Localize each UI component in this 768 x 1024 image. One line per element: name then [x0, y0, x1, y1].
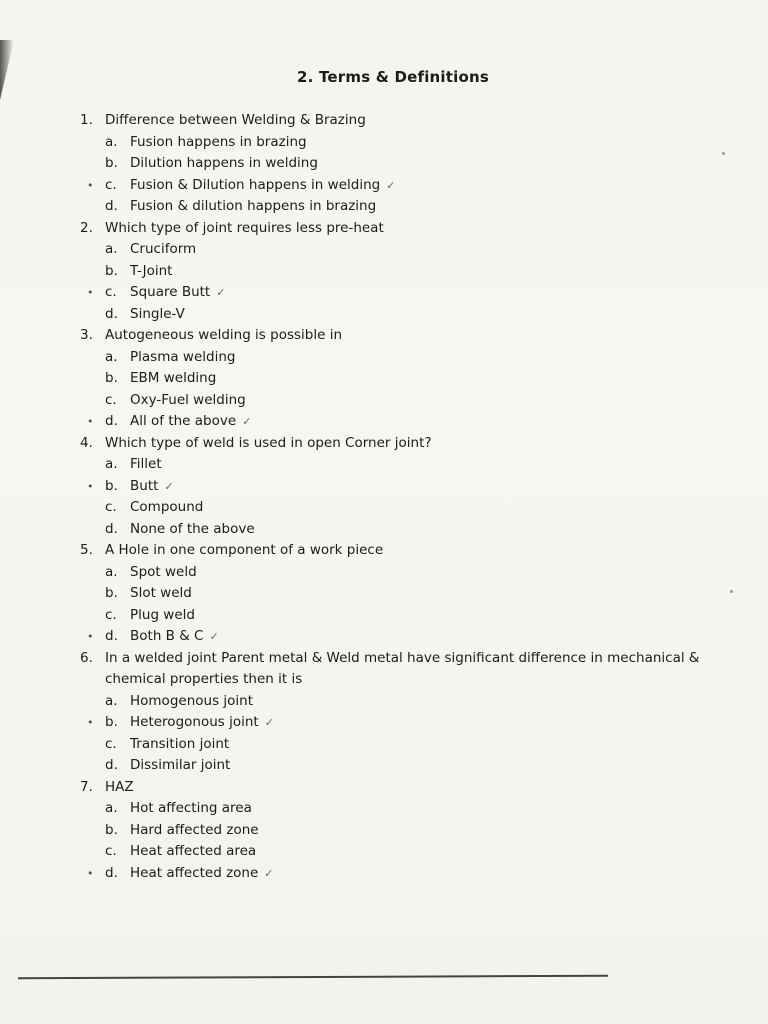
option-text: Plug weld — [130, 606, 195, 623]
option-text: Dilution happens in welding — [130, 155, 318, 171]
answer-option — [105, 691, 730, 713]
option-text: Butt — [130, 477, 159, 494]
option-letter: a. — [105, 563, 118, 580]
option-letter: c. — [105, 391, 117, 408]
check-mark-icon: ✓ — [386, 178, 396, 192]
question-item — [80, 325, 730, 347]
option-text: EBM welding — [130, 370, 217, 386]
handwritten-mark-icon: • — [87, 178, 94, 192]
option-text: Both B & C — [130, 628, 204, 644]
option-letter: b. — [105, 155, 118, 171]
answer-option — [105, 798, 730, 820]
answer-option — [105, 497, 730, 519]
check-mark-icon: ✓ — [209, 630, 219, 643]
option-text: Fusion happens in brazing — [130, 133, 307, 150]
option-text: Hot affecting area — [130, 800, 252, 816]
option-letter: b. — [105, 477, 118, 494]
option-text: Transition joint — [130, 735, 230, 752]
handwritten-mark-icon: • — [87, 415, 94, 428]
option-text: Square Butt — [130, 284, 211, 300]
handwritten-mark-icon: • — [87, 479, 94, 493]
answer-option — [87, 282, 730, 304]
page-title: 2. Terms & Definitions — [297, 68, 489, 86]
option-text: Plasma welding — [130, 348, 236, 365]
question-text: Which type of joint requires less pre-heat — [105, 219, 384, 236]
question-number: 3. — [80, 327, 93, 343]
answer-option — [105, 196, 730, 218]
question-number: 2. — [80, 219, 93, 236]
option-letter: c. — [105, 176, 117, 193]
answer-option — [105, 562, 730, 584]
answer-option — [105, 519, 730, 541]
option-text: Heat affected zone — [130, 864, 259, 881]
answer-option — [105, 820, 730, 842]
option-text: All of the above — [130, 413, 237, 429]
answer-option — [105, 841, 730, 863]
option-letter: d. — [105, 520, 118, 537]
option-letter: a. — [105, 692, 118, 709]
option-text: Heat affected area — [130, 843, 257, 859]
option-letter: d. — [105, 413, 118, 429]
answer-option — [105, 583, 730, 605]
option-letter: d. — [105, 198, 118, 214]
option-text: Spot weld — [130, 563, 197, 580]
answer-option — [87, 175, 730, 197]
answer-option — [87, 863, 730, 885]
option-letter: b. — [105, 821, 118, 838]
answer-option — [105, 734, 730, 756]
option-text: Fusion & dilution happens in brazing — [130, 198, 377, 214]
question-text: Difference between Welding & Brazing — [105, 112, 366, 128]
option-letter: c. — [105, 843, 117, 859]
answer-option — [105, 605, 730, 627]
option-letter: a. — [105, 800, 118, 816]
answer-option — [105, 347, 730, 369]
answer-option — [105, 261, 730, 283]
option-letter: c. — [105, 735, 117, 752]
question-text: A Hole in one component of a work piece — [105, 542, 384, 558]
question-number: 5. — [80, 542, 93, 558]
option-letter: d. — [105, 628, 118, 644]
paper-speck — [722, 152, 725, 155]
option-text: Fusion & Dilution happens in welding — [130, 176, 381, 193]
option-text: Heterogonous joint — [130, 714, 259, 730]
option-letter: d. — [105, 305, 118, 322]
bottom-divider — [18, 975, 608, 980]
answer-option — [87, 476, 730, 498]
option-letter: b. — [105, 585, 118, 601]
option-letter: a. — [105, 241, 118, 257]
question-list — [80, 110, 730, 884]
question-item — [80, 540, 730, 562]
option-letter: b. — [105, 714, 118, 730]
question-text: Which type of weld is used in open Corner joint? — [105, 434, 432, 451]
option-letter: b. — [105, 262, 118, 279]
option-letter: c. — [105, 284, 117, 300]
question-item — [80, 218, 730, 240]
handwritten-mark-icon: • — [87, 866, 94, 880]
handwritten-mark-icon: • — [87, 716, 94, 729]
option-text: T-Joint — [130, 262, 173, 279]
check-mark-icon: ✓ — [264, 716, 274, 729]
question-number: 4. — [80, 434, 93, 451]
handwritten-mark-icon: • — [87, 630, 94, 643]
option-letter: c. — [105, 606, 117, 623]
question-item — [80, 648, 730, 691]
question-text: Autogeneous welding is possible in — [105, 327, 343, 343]
check-mark-icon: ✓ — [164, 479, 174, 493]
check-mark-icon: ✓ — [264, 866, 274, 880]
answer-option — [105, 390, 730, 412]
question-number: 7. — [80, 778, 93, 795]
option-letter: a. — [105, 133, 118, 150]
option-letter: d. — [105, 864, 118, 881]
option-text: Hard affected zone — [130, 821, 259, 838]
option-letter: a. — [105, 348, 118, 365]
answer-option — [105, 153, 730, 175]
answer-option — [105, 239, 730, 261]
answer-option — [105, 132, 730, 154]
question-item — [80, 433, 730, 455]
handwritten-mark-icon: • — [87, 286, 94, 299]
option-text: Cruciform — [130, 241, 197, 257]
answer-option — [87, 626, 730, 648]
question-number: 6. — [80, 649, 93, 666]
option-text: Homogenous joint — [130, 692, 254, 709]
question-number: 1. — [80, 112, 93, 128]
option-letter: a. — [105, 456, 118, 472]
question-item — [80, 110, 730, 132]
answer-option — [105, 368, 730, 390]
option-letter: c. — [105, 499, 117, 515]
paper-speck — [730, 590, 733, 593]
option-text: Single-V — [130, 305, 185, 322]
question-text: HAZ — [105, 778, 134, 795]
check-mark-icon: ✓ — [216, 286, 226, 299]
option-text: Compound — [130, 499, 204, 515]
option-text: Fillet — [130, 456, 162, 472]
answer-option — [87, 411, 730, 433]
option-text: Slot weld — [130, 585, 192, 601]
answer-option — [105, 454, 730, 476]
option-text: None of the above — [130, 520, 255, 537]
answer-option — [105, 304, 730, 326]
question-text: In a welded joint Parent metal & Weld metal have significant difference in mechanical & chemical properties then it is — [105, 649, 700, 687]
question-item — [80, 777, 730, 799]
check-mark-icon: ✓ — [242, 415, 252, 428]
option-text: Oxy-Fuel welding — [130, 391, 246, 408]
option-text: Dissimilar joint — [130, 757, 231, 773]
option-letter: d. — [105, 757, 118, 773]
answer-option — [105, 755, 730, 777]
answer-option — [87, 712, 730, 734]
option-letter: b. — [105, 370, 118, 386]
